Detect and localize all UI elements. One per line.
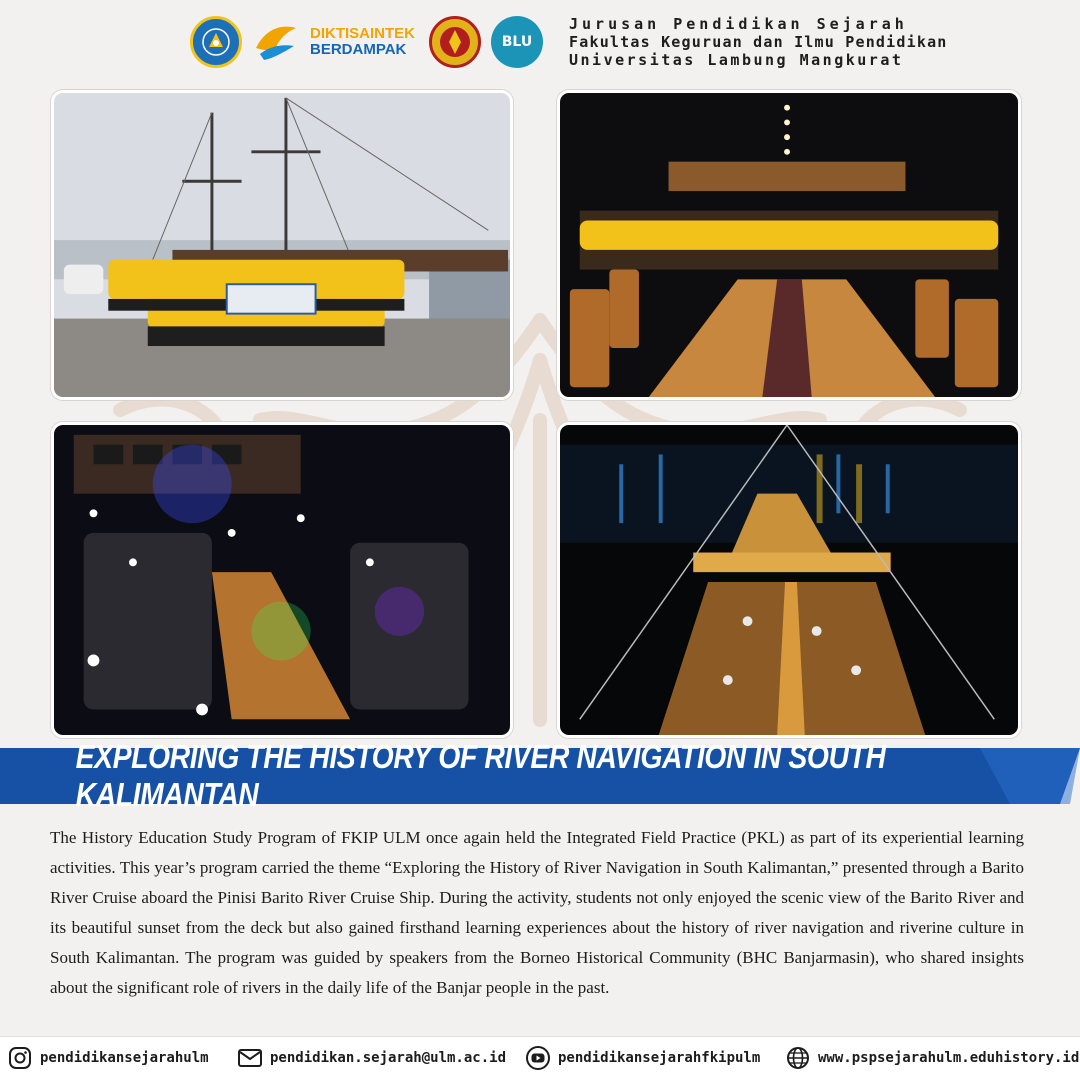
globe-icon [786,1046,810,1070]
header [190,14,948,70]
youtube-link[interactable] [526,1046,760,1070]
instagram-link[interactable] [8,1046,209,1070]
article-body: The History Education Study Program of FKIP ULM once again held the Integrated Field Practice (PKL) as part of its experiential learning activities. This year’s program carried the theme “Exploring the History of River Navigation in South Kalimantan,” presented through a Barito River Cruise aboard the Pinisi Barito River Cruise Ship. During the activity, students not only enjoyed the scenic view of the Barito River and its beautiful sunset from the deck but also gained firsthand learning experiences about the history of river navigation and riverine culture in South Kalimantan. The program was guided by speakers from the Borneo Historical Community (BHC Banjarmasin), who shared insights about the significant role of rivers in the daily life of the Banjar people in the past. [50,828,1024,997]
university-name: Universitas Lambung Mangkurat [569,51,904,69]
instagram-icon [8,1046,32,1070]
berdampak-wing-logo [252,16,300,68]
ulm-emblem-icon [437,24,473,60]
wing-icon [252,18,300,66]
ulm-logo [429,16,481,68]
department-name: Jurusan Pendidikan Sejarah [569,15,908,33]
page-title: EXPLORING THE HISTORY OF RIVER NAVIGATION IN SOUTH KALIMANTAN [75,738,886,813]
group-photo-ship-dock [51,90,513,400]
email-link[interactable] [238,1046,506,1070]
tut-wuri-emblem-icon [201,27,231,57]
youtube-icon [526,1046,550,1070]
blu-logo [491,16,543,68]
diktis-line2: BERDAMPAK [310,41,407,58]
footer-contacts [0,1036,1080,1080]
title-banner [0,738,1080,813]
kemendiktisaintek-logo [190,16,242,68]
mail-icon [238,1046,262,1070]
youtube-channel: pendidikansejarahfkipulm [558,1050,761,1066]
institution-name [569,15,948,69]
blu-text: BLU [501,34,533,50]
diktisaintek-berdampak-text [310,26,415,58]
website-link[interactable] [786,1046,1079,1070]
email-address: pendidikan.sejarah@ulm.ac.id [270,1050,507,1066]
diktis-line1: DIKTISAINTEK [310,25,415,42]
ship-night-river [557,422,1021,738]
website-url: www.pspsejarahulm.eduhistory.id [818,1050,1080,1066]
instagram-handle: pendidikansejarahulm [40,1050,209,1066]
party-lights-deck [51,422,513,738]
faculty-name: Fakultas Keguruan dan Ilmu Pendidikan [569,33,948,51]
group-photo-dinner-deck [557,90,1021,400]
